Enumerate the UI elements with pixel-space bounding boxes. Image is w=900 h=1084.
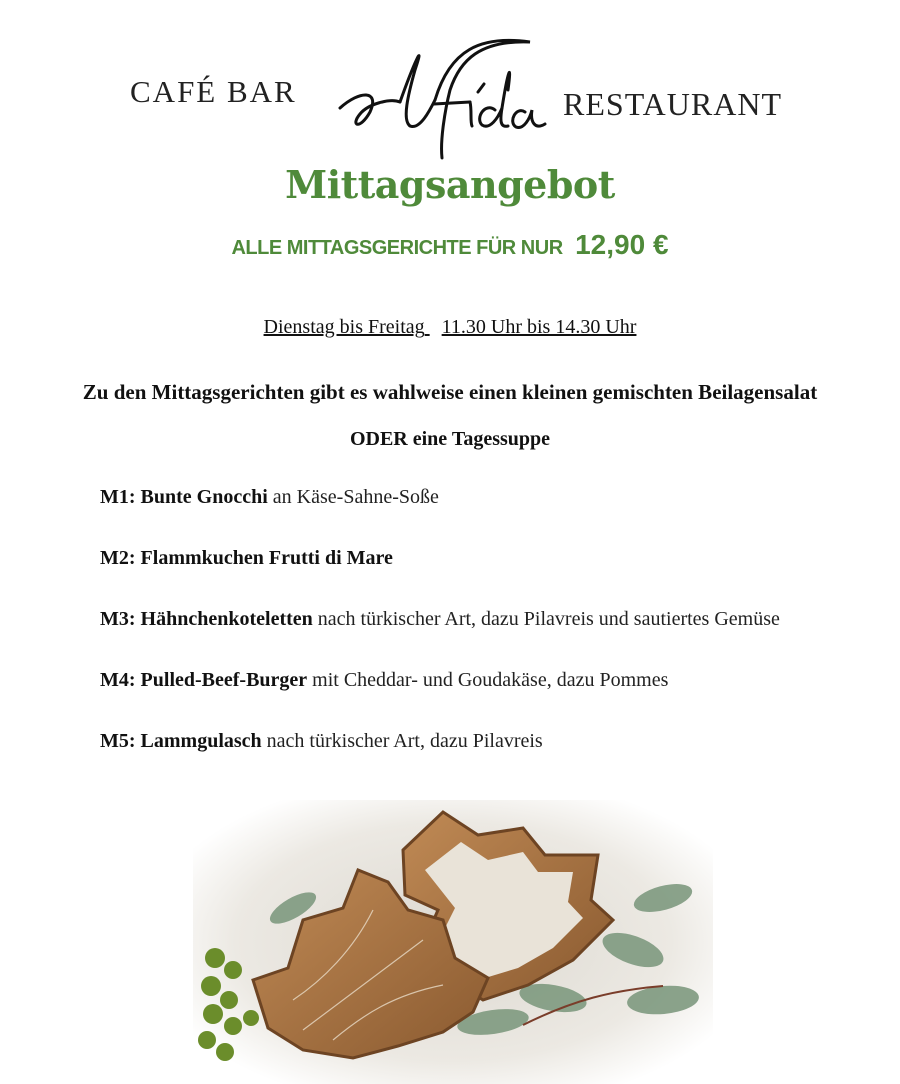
menu-item-desc: an Käse-Sahne-Soße <box>272 486 439 508</box>
menu-item-code: M5: <box>100 730 136 752</box>
menu-list <box>100 486 880 791</box>
elfida-logo <box>330 30 560 160</box>
menu-item-desc: nach türkischer Art, dazu Pilavreis und sautiertes Gemüse <box>317 608 780 630</box>
menu-item <box>100 486 880 547</box>
schedule-days: Dienstag bis Freitag <box>263 316 425 338</box>
menu-item-dish: Bunte Gnocchi <box>140 486 268 508</box>
menu-item <box>100 547 880 608</box>
menu-item-desc: nach türkischer Art, dazu Pilavreis <box>266 730 543 752</box>
menu-item-code: M2: <box>100 547 136 569</box>
menu-item <box>100 608 880 669</box>
menu-item-code: M1: <box>100 486 136 508</box>
price-label: ALLE MITTAGSGERICHTE FÜR NUR <box>231 237 563 259</box>
wooden-leaf-photo <box>193 800 713 1084</box>
schedule-time: 11.30 Uhr bis 14.30 Uhr <box>441 316 637 338</box>
restaurant-text: RESTAURANT <box>563 86 782 122</box>
header <box>0 30 900 160</box>
schedule <box>0 316 900 339</box>
menu-item-dish: Hähnchenkoteletten <box>140 608 313 630</box>
intro-line-1: Zu den Mittagsgerichten gibt es wahlweise einen kleinen gemischten Beilagensalat <box>82 380 818 404</box>
intro-line-2: ODER eine Tagessuppe <box>349 428 551 450</box>
menu-item-code: M3: <box>100 608 136 630</box>
menu-item-dish: Flammkuchen Frutti di Mare <box>140 547 393 569</box>
price-banner <box>0 229 900 261</box>
menu-item <box>100 669 880 730</box>
cafe-bar-text: CAFÉ BAR <box>130 74 297 109</box>
menu-item-code: M4: <box>100 669 136 691</box>
svg-text:elfida: elfida <box>330 30 333 31</box>
page-title: Mittagsangebot <box>285 162 615 207</box>
menu-item-desc: mit Cheddar- und Goudakäse, dazu Pommes <box>312 669 669 691</box>
menu-item-dish: Lammgulasch <box>140 730 262 752</box>
price-value: 12,90 € <box>575 229 669 260</box>
menu-item-dish: Pulled-Beef-Burger <box>140 669 308 691</box>
menu-item <box>100 730 880 791</box>
